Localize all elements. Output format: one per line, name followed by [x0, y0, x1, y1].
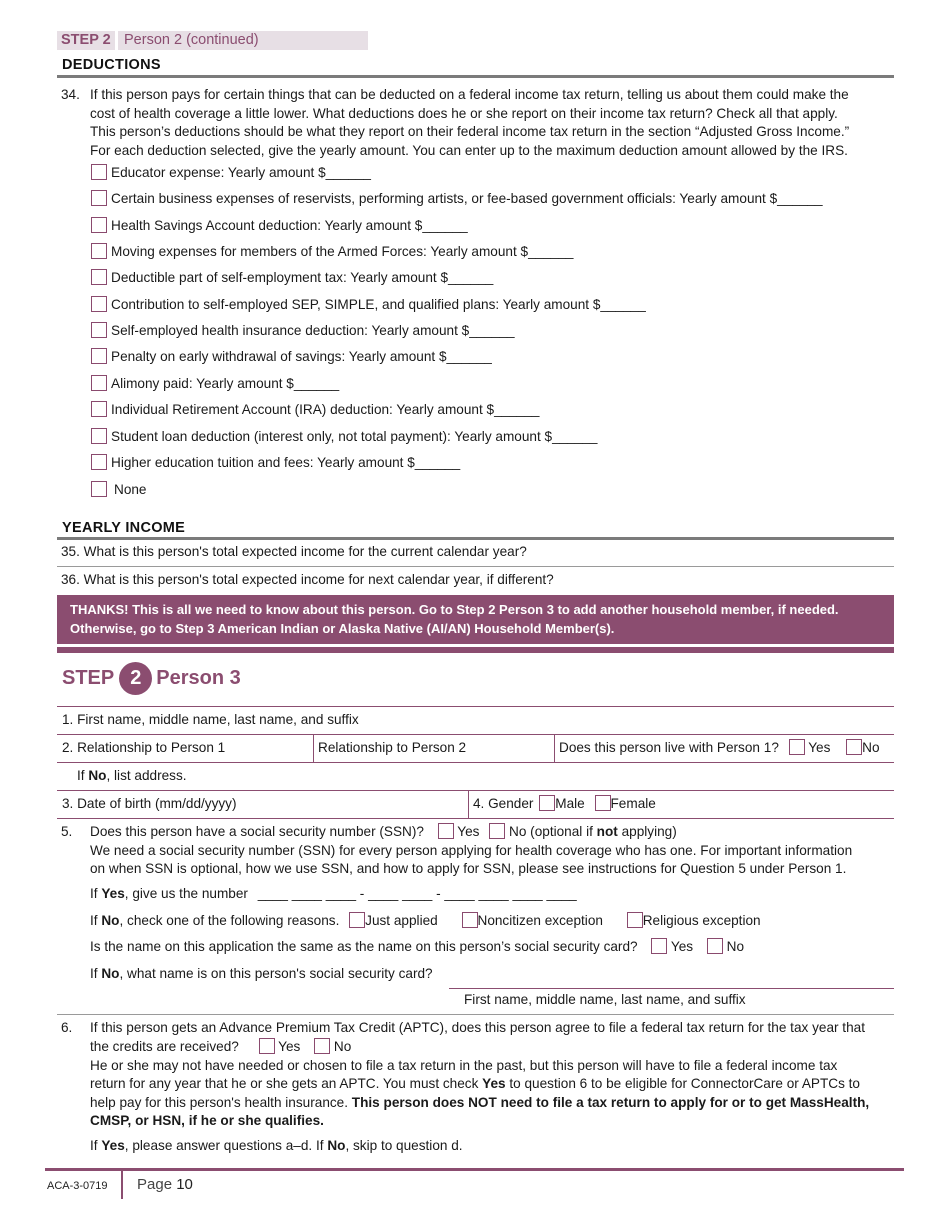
deduction-option[interactable]: [91, 428, 597, 446]
checkbox[interactable]: [91, 401, 107, 417]
ssn-no-checkbox[interactable]: [489, 823, 505, 839]
cell-divider: [554, 734, 555, 762]
q2-live-with-person1: [559, 739, 880, 758]
deduction-option-none[interactable]: [91, 481, 147, 499]
deduction-label: Certain business expenses of reservists, performing artists, or fee-based government officials: Yearly amount $______: [111, 191, 823, 206]
checkbox[interactable]: [91, 269, 107, 285]
live-no-checkbox[interactable]: [846, 739, 862, 755]
deduction-option[interactable]: [91, 296, 646, 314]
religious-checkbox[interactable]: [627, 912, 643, 928]
q6-line: He or she may not have needed or chosen to file a tax return in the past, but this person will have to file a federal income tax: [90, 1058, 838, 1073]
q2-live-label: Does this person live with Person 1?: [559, 740, 779, 755]
q5-what-name: If No, what name is on this person's social security card?: [90, 966, 433, 981]
name-entry-line[interactable]: [449, 988, 894, 989]
deduction-label: None: [114, 482, 147, 497]
q34-line: If this person pays for certain things that can be deducted on a federal income tax return, telling us about them could make the: [90, 87, 849, 102]
q5-para-line: on when SSN is optional, how we use SSN, and how to apply for SSN, please see instructions for Question 5 under Person 1.: [90, 861, 847, 876]
thanks-banner: [57, 595, 894, 644]
live-yes-checkbox[interactable]: [789, 739, 805, 755]
divider: [57, 790, 894, 791]
checkbox[interactable]: [91, 322, 107, 338]
deduction-option[interactable]: [91, 322, 515, 340]
q36-text: 36. What is this person's total expected income for next calendar year, if different?: [61, 572, 554, 587]
deductions-rule: [57, 75, 894, 78]
checkbox[interactable]: [91, 296, 107, 312]
q3-dob: 3. Date of birth (mm/dd/yyyy): [62, 796, 237, 811]
banner-line: Otherwise, go to Step 3 American Indian or Alaska Native (AI/AN) Household Member(s).: [70, 621, 615, 636]
name-same-yes-checkbox[interactable]: [651, 938, 667, 954]
step-label: STEP 2: [61, 32, 111, 48]
q34-text: [90, 86, 900, 160]
q5-ssn-number-row: If Yes, give us the number ____ ____ ____ - ____ ____ - ____ ____ ____ ____: [90, 886, 577, 901]
just-applied-checkbox[interactable]: [349, 912, 365, 928]
deduction-label: Individual Retirement Account (IRA) deduction: Yearly amount $______: [111, 402, 540, 417]
no-label: No: [862, 740, 880, 755]
yes-label: Yes: [808, 740, 831, 755]
deduction-option[interactable]: [91, 401, 539, 419]
deduction-option[interactable]: [91, 269, 493, 287]
checkbox[interactable]: [91, 243, 107, 259]
q6-line: If this person gets an Advance Premium Tax Credit (APTC), does this person agree to file a federal tax return for the tax year that: [90, 1020, 865, 1035]
cell-divider: [313, 734, 314, 762]
divider: [57, 734, 894, 735]
checkbox[interactable]: [91, 217, 107, 233]
male-label: Male: [555, 796, 585, 811]
checkbox[interactable]: [91, 428, 107, 444]
deduction-label: Moving expenses for members of the Armed Forces: Yearly amount $______: [111, 244, 574, 259]
divider: [57, 762, 894, 763]
q34-line: For each deduction selected, give the yearly amount. You can enter up to the maximum deduction amount allowed by the IRS.: [90, 142, 848, 158]
deduction-label: Educator expense: Yearly amount $______: [111, 165, 371, 180]
name-same-no-checkbox[interactable]: [707, 938, 723, 954]
deduction-label: Health Savings Account deduction: Yearly amount $______: [111, 218, 468, 233]
q6-instructions: If Yes, please answer questions a–d. If No, skip to question d.: [90, 1138, 463, 1153]
deduction-option[interactable]: [91, 454, 460, 472]
footer-rule: [45, 1168, 904, 1171]
name-caption: First name, middle name, last name, and suffix: [464, 992, 746, 1007]
footer-divider: [121, 1171, 123, 1199]
q34-number: 34.: [61, 87, 80, 102]
aptc-yes-checkbox[interactable]: [259, 1038, 275, 1054]
female-checkbox[interactable]: [595, 795, 611, 811]
q34-line: This person’s deductions should be what they report on their federal income tax return in the section “Adjusted Gross Income.”: [90, 124, 850, 140]
form-code: ACA-3-0719: [47, 1180, 108, 1192]
noncitizen-checkbox[interactable]: [462, 912, 478, 928]
step-title: [62, 662, 241, 695]
step-tab: [57, 31, 368, 50]
deduction-option[interactable]: [91, 375, 339, 393]
divider: [57, 706, 894, 707]
aptc-no-checkbox[interactable]: [314, 1038, 330, 1054]
deduction-option[interactable]: [91, 164, 371, 182]
divider: [57, 818, 894, 819]
deduction-option[interactable]: [91, 190, 823, 208]
ssn-number-blank[interactable]: ____ ____ ____ - ____ ____ - ____ ____ ____ ____: [257, 886, 577, 901]
deduction-label: Alimony paid: Yearly amount $______: [111, 376, 340, 391]
q6-number: 6.: [61, 1020, 73, 1035]
q5-number: 5.: [61, 824, 73, 839]
q5-question: Does this person have a social security number (SSN)? Yes No (optional if not applying): [90, 824, 677, 839]
q6-agree-row: the credits are received? Yes No: [90, 1039, 352, 1054]
q6-line: help pay for this person's health insurance. This person does NOT need to file a tax return to apply for or to get MassHealth,: [90, 1095, 870, 1110]
deduction-option[interactable]: [91, 243, 573, 261]
deduction-option[interactable]: [91, 348, 492, 366]
q5-para-line: We need a social security number (SSN) for every person applying for health coverage who has one. For important information: [90, 843, 853, 858]
q5-reason-row: If No, check one of the following reasons. Just applied Noncitizen exception Religious exception: [90, 913, 761, 928]
checkbox[interactable]: [91, 164, 107, 180]
deduction-option[interactable]: [91, 217, 468, 235]
male-checkbox[interactable]: [539, 795, 555, 811]
cell-divider: [468, 790, 469, 818]
page-number: Page 10: [137, 1176, 193, 1193]
q5-name-same-row: Is the name on this application the same as the name on this person’s social security card? Yes No: [90, 939, 745, 954]
q34-line: cost of health coverage a little lower. What deductions does he or she report on their income tax return? Check all that apply.: [90, 105, 838, 121]
ssn-yes-checkbox[interactable]: [438, 823, 454, 839]
q2-relationship-person2: Relationship to Person 2: [318, 740, 467, 755]
checkbox[interactable]: [91, 375, 107, 391]
step-person: Person 3: [156, 667, 241, 689]
person-label: Person 2 (continued): [124, 32, 259, 48]
step-word: STEP: [62, 667, 115, 689]
banner-rule: [57, 647, 894, 653]
q4-gender: [473, 795, 656, 814]
female-label: Female: [610, 796, 656, 811]
q2-relationship-person1: 2. Relationship to Person 1: [62, 740, 226, 755]
step-number-badge: 2: [119, 662, 152, 695]
deductions-heading: DEDUCTIONS: [62, 57, 161, 73]
deduction-label: Deductible part of self-employment tax: Yearly amount $______: [111, 270, 494, 285]
checkbox[interactable]: [91, 190, 107, 206]
checkbox[interactable]: [91, 454, 107, 470]
yearly-income-rule: [57, 537, 894, 540]
banner-line: THANKS! This is all we need to know about this person. Go to Step 2 Person 3 to add another household member, if needed.: [70, 602, 839, 617]
checkbox[interactable]: [91, 348, 107, 364]
deduction-label: Self-employed health insurance deduction: Yearly amount $______: [111, 323, 515, 338]
q35-text: 35. What is this person's total expected income for the current calendar year?: [61, 544, 527, 559]
deduction-label: Penalty on early withdrawal of savings: Yearly amount $______: [111, 349, 492, 364]
deduction-label: Contribution to self-employed SEP, SIMPLE, and qualified plans: Yearly amount $______: [111, 297, 646, 312]
deduction-label: Higher education tuition and fees: Yearly amount $______: [111, 455, 461, 470]
divider: [57, 566, 894, 567]
deduction-label: Student loan deduction (interest only, not total payment): Yearly amount $______: [111, 429, 598, 444]
checkbox[interactable]: [91, 481, 107, 497]
yearly-income-heading: YEARLY INCOME: [62, 520, 186, 536]
divider: [57, 1014, 894, 1015]
gender-label: 4. Gender: [473, 796, 534, 811]
q6-line: return for any year that he or she gets an APTC. You must check Yes to question 6 to be eligible for ConnectorCare or APTCs to: [90, 1076, 860, 1091]
q1-label: 1. First name, middle name, last name, and suffix: [62, 712, 359, 727]
if-no-address: If No, list address.: [77, 768, 187, 783]
q6-line: CMSP, or HSN, if he or she qualifies.: [90, 1113, 324, 1128]
